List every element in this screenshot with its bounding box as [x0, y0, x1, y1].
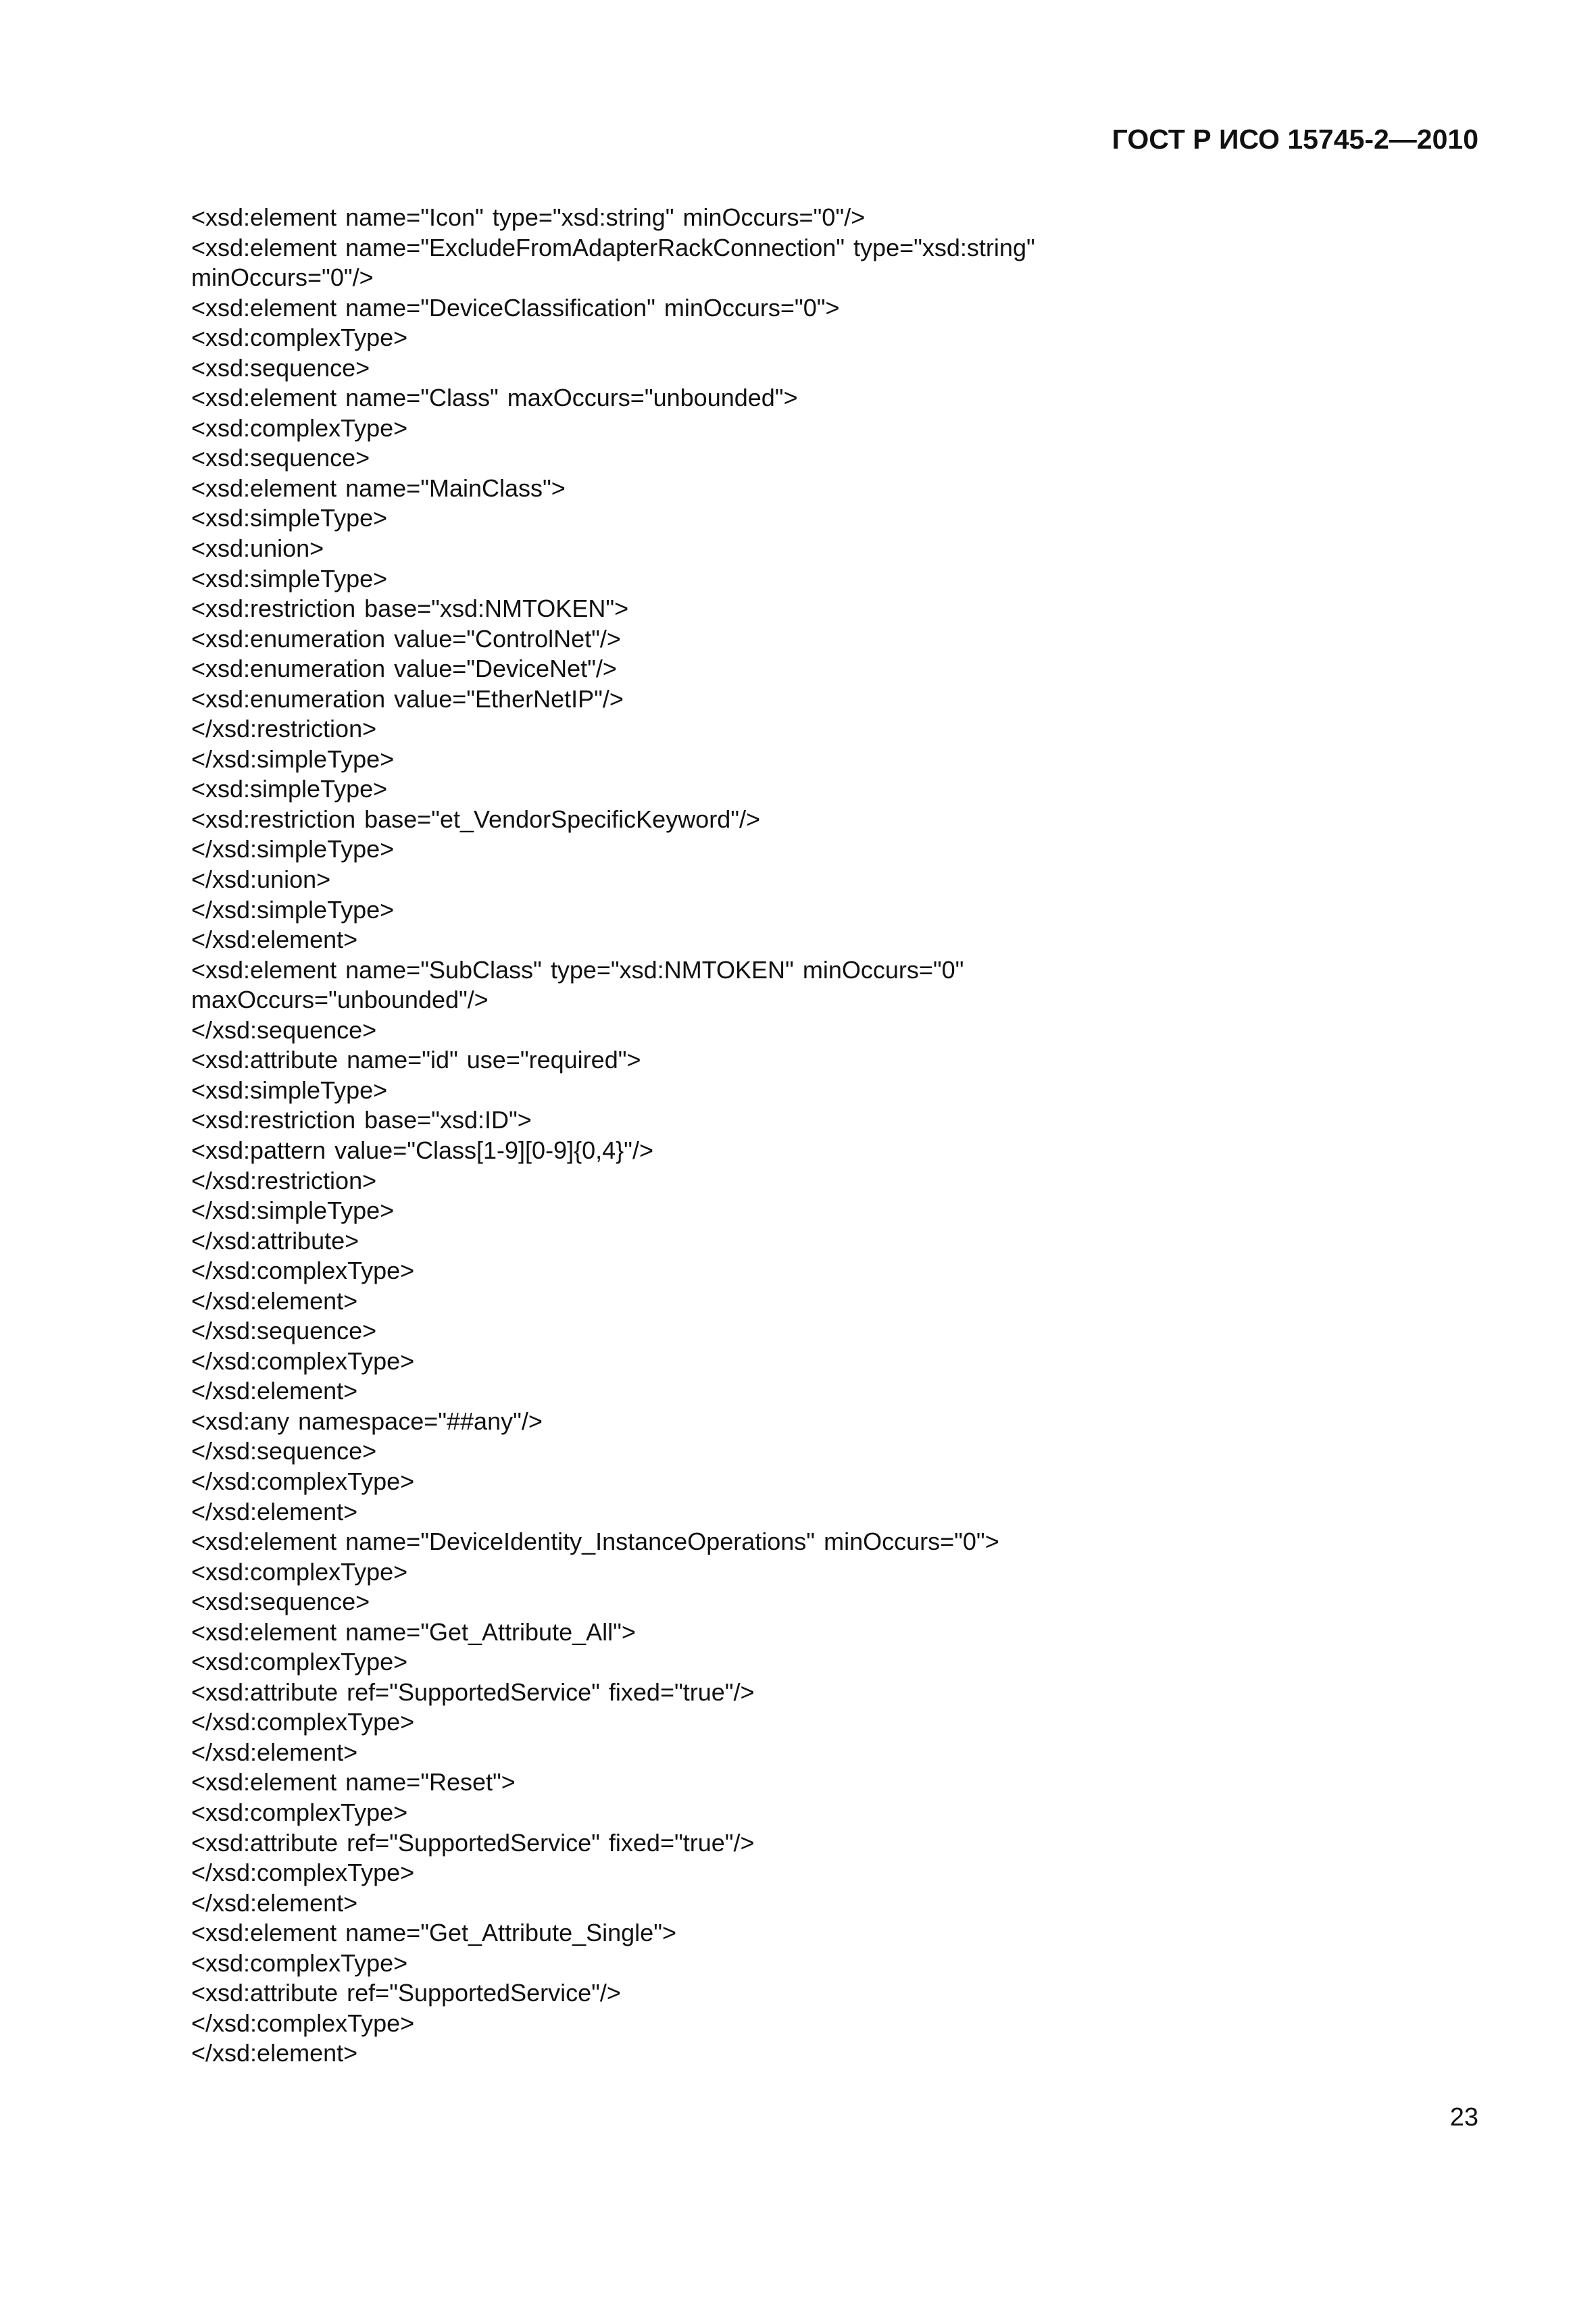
- code-line: <xsd:any namespace="##any"/>: [191, 1407, 543, 1435]
- page-number: 23: [1449, 2103, 1478, 2132]
- code-line: <xsd:attribute ref="SupportedService" fixed="true"/>: [191, 1828, 755, 1857]
- code-line: </xsd:simpleType>: [191, 745, 395, 773]
- code-line: <xsd:complexType>: [191, 1648, 408, 1676]
- code-line: </xsd:simpleType>: [191, 835, 395, 863]
- code-line: <xsd:simpleType>: [191, 504, 388, 532]
- code-line: </xsd:element>: [191, 1286, 358, 1315]
- xsd-code-listing: [191, 203, 1475, 2069]
- code-line: <xsd:enumeration value="DeviceNet"/>: [191, 655, 617, 683]
- code-line: <xsd:attribute name="id" use="required">: [191, 1046, 641, 1074]
- code-line: maxOccurs="unbounded"/>: [191, 986, 489, 1014]
- code-line: </xsd:simpleType>: [191, 895, 395, 924]
- code-line: <xsd:element name="Class" maxOccurs="unbounded">: [191, 384, 798, 412]
- code-line: </xsd:restriction>: [191, 1166, 377, 1194]
- code-line: </xsd:union>: [191, 865, 331, 894]
- code-line: </xsd:complexType>: [191, 1467, 415, 1495]
- code-line: <xsd:simpleType>: [191, 775, 388, 803]
- code-line: <xsd:complexType>: [191, 1798, 408, 1826]
- code-line: <xsd:element name="Get_Attribute_All">: [191, 1617, 636, 1646]
- code-line: </xsd:complexType>: [191, 1708, 415, 1736]
- code-line: <xsd:element name="DeviceIdentity_InstanceOperations" minOccurs="0">: [191, 1528, 999, 1556]
- code-line: <xsd:attribute ref="SupportedService" fixed="true"/>: [191, 1678, 755, 1706]
- code-line: <xsd:element name="Reset">: [191, 1768, 516, 1796]
- code-line: </xsd:complexType>: [191, 1859, 415, 1887]
- code-line: </xsd:sequence>: [191, 1317, 377, 1345]
- code-line: <xsd:complexType>: [191, 324, 408, 352]
- code-line: <xsd:restriction base="et_VendorSpecificKeyword"/>: [191, 805, 761, 833]
- code-line: </xsd:element>: [191, 926, 358, 954]
- code-line: </xsd:complexType>: [191, 1257, 415, 1285]
- code-line: <xsd:restriction base="xsd:ID">: [191, 1106, 532, 1134]
- code-line: <xsd:element name="SubClass" type="xsd:NMTOKEN" minOccurs="0": [191, 955, 964, 984]
- code-line: </xsd:restriction>: [191, 715, 377, 743]
- code-line: </xsd:element>: [191, 1497, 358, 1526]
- code-line: minOccurs="0"/>: [191, 263, 374, 292]
- code-line: </xsd:element>: [191, 2039, 358, 2067]
- code-line: <xsd:complexType>: [191, 1948, 408, 1977]
- code-line: </xsd:element>: [191, 1738, 358, 1766]
- code-line: </xsd:element>: [191, 1888, 358, 1917]
- code-line: <xsd:simpleType>: [191, 1076, 388, 1104]
- code-line: </xsd:simpleType>: [191, 1197, 395, 1225]
- code-line: <xsd:simpleType>: [191, 564, 388, 593]
- code-line: <xsd:element name="Get_Attribute_Single">: [191, 1919, 676, 1947]
- code-line: <xsd:complexType>: [191, 1557, 408, 1586]
- code-line: <xsd:enumeration value="EtherNetIP"/>: [191, 684, 624, 713]
- code-line: <xsd:element name="MainClass">: [191, 474, 566, 502]
- code-line: <xsd:element name="ExcludeFromAdapterRackConnection" type="xsd:string": [191, 233, 1035, 261]
- code-line: <xsd:pattern value="Class[1-9][0-9]{0,4}"/>: [191, 1136, 653, 1164]
- code-line: </xsd:complexType>: [191, 2009, 415, 2037]
- code-line: <xsd:attribute ref="SupportedService"/>: [191, 1979, 621, 2007]
- code-line: <xsd:union>: [191, 534, 324, 563]
- code-line: <xsd:sequence>: [191, 353, 370, 382]
- code-line: <xsd:sequence>: [191, 444, 370, 472]
- code-line: <xsd:restriction base="xsd:NMTOKEN">: [191, 595, 629, 623]
- code-line: <xsd:enumeration value="ControlNet"/>: [191, 624, 621, 653]
- code-line: </xsd:complexType>: [191, 1347, 415, 1375]
- code-line: </xsd:sequence>: [191, 1437, 377, 1465]
- code-line: </xsd:attribute>: [191, 1226, 359, 1255]
- document-header: ГОСТ Р ИСО 15745-2—2010: [1112, 124, 1478, 155]
- code-line: <xsd:complexType>: [191, 413, 408, 442]
- code-line: <xsd:sequence>: [191, 1588, 370, 1616]
- code-line: <xsd:element name="Icon" type="xsd:string" minOccurs="0"/>: [191, 203, 866, 231]
- code-line: </xsd:element>: [191, 1377, 358, 1405]
- code-line: <xsd:element name="DeviceClassification" minOccurs="0">: [191, 293, 840, 322]
- code-line: </xsd:sequence>: [191, 1015, 377, 1044]
